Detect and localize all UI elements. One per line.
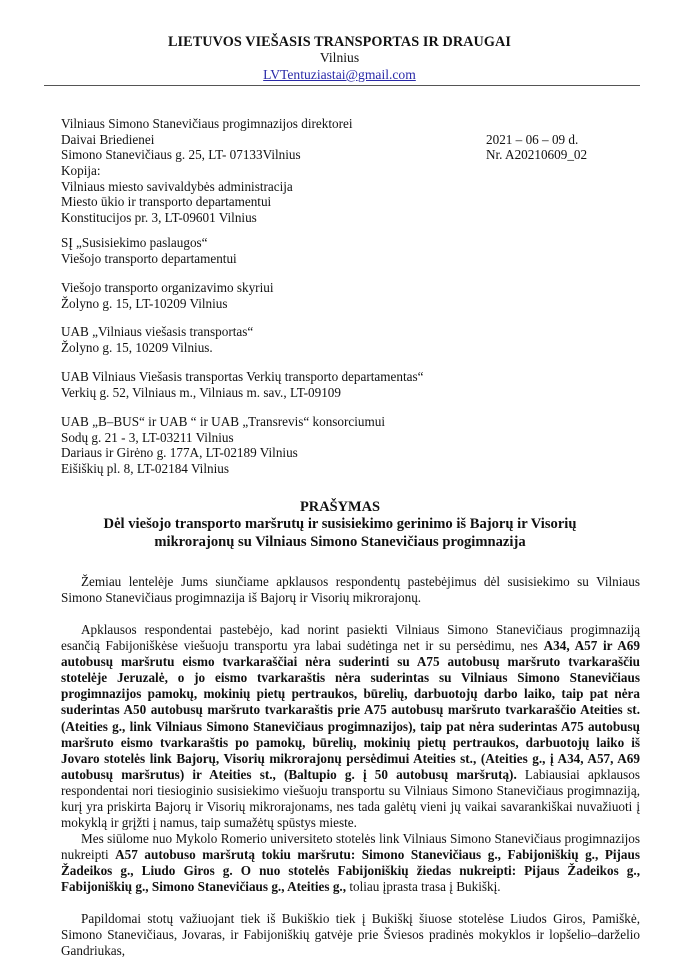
paragraph-text: Apklausos respondentai pastebėjo, kad norint pasiekti Vilniaus Simono Stanevičiaus progimnaziją esančią Fabijoniškėse viešuoju transportu yra labai sudėtinga net ir su persėdimu, nes — [61, 622, 640, 654]
copy-block — [61, 280, 274, 311]
copy-line: Konstitucijos pr. 3, LT-09601 Vilnius — [61, 209, 257, 225]
paragraph-text: toliau įprasta trasa į Bukiškį. — [346, 879, 501, 895]
copy-block — [61, 369, 423, 400]
request-subtitle-line: Dėl viešojo transporto maršrutų ir susisiekimo gerinimo iš Bajorų ir Visorių — [103, 516, 577, 532]
copy-block — [61, 414, 385, 476]
paragraph-bold-text: A34, A57 ir A69 autobusų maršrutu eismo tvarkaraščiai nėra suderinti su A75 autobusų maršruto tvarkaraščiu stotelėje Jeruzalė, o jo eismo tvarkaraštis nėra suderintas su Vilniaus Simono Stanevičiaus progimnazijos pamokų, mokinių pietų pertraukos, būrelių, darbuotojų darbo laiko, taip pat nėra suderintas A50 autobusų maršruto tvarkaraštis prie A75 autobusų maršruto tvarkaraščio Ateities st. (Ateities g., link Vilniaus Simono Stanevičiaus progimnazijos), taip pat nėra suderintas A75 autobusų maršruto eismo tvarkaraštis po pamokų, būrelių, mokinių pietų pertraukos, darbuotojų laiko iš Jovaro stotelės link Bajorų, Visorių mikrorajonų persėdimui Ateities st., (Ateities g., į A34, A57, A69 autobusų maršrutus) ir Ateities st., (Baltupio g. į 50 autobusų maršrutą). — [61, 638, 640, 782]
copy-line: UAB „B–BUS“ ir UAB “ ir UAB „Transrevis“ konsorciumui — [61, 414, 386, 429]
paragraph-intro: Žemiau lentelėje Jums siunčiame apklausos respondentų pastebėjimus dėl susisiekimo su Vilniaus Simono Stanevičiaus progimnazija iš Bajorų ir Visorių mikrorajonų. — [61, 574, 640, 606]
copy-line: Kopija: — [61, 163, 101, 178]
organization-city: Vilnius — [319, 50, 360, 65]
copy-block — [61, 163, 293, 225]
copy-line: Dariaus ir Girėno g. 177A, LT-02189 Vilnius — [61, 445, 298, 461]
request-heading — [40, 499, 640, 551]
copy-line: Vilniaus miesto savivaldybės administracija — [61, 178, 293, 194]
request-subtitle-line: mikrorajonų su Vilniaus Simono Stanevičiaus progimnazija — [154, 533, 526, 550]
copy-line: Verkių g. 52, Vilniaus m., Vilniaus m. sav., LT-09109 — [61, 384, 341, 400]
recipient-line: Daivai Briedienei — [61, 131, 155, 147]
paragraph-proposal — [61, 831, 640, 895]
copy-line: Žolyno g. 15, LT-10209 Vilnius — [61, 295, 228, 311]
copy-block — [61, 324, 253, 355]
paragraph-additional: Papildomai stotų važiuojant tiek iš Bukiškio tiek į Bukiškį šiuose stotelėse Liudos Giros, Pamiškė, Simono Stanevičiaus, Jovaras, ir Fabijoniškių gatvėje prie Šviesos pradinės mokyklos ir lopšelio–darželio Gandriukas, — [61, 911, 640, 959]
letter-meta — [486, 116, 587, 163]
copy-line: UAB „Vilniaus viešasis transportas“ — [61, 324, 254, 339]
letter-number: Nr. A20210609_02 — [486, 147, 588, 163]
paragraph-observations — [61, 622, 640, 831]
recipient-line: Vilniaus Simono Stanevičiaus progimnazijos direktorei — [61, 116, 353, 131]
copy-line: SĮ „Susisiekimo paslaugos“ — [61, 235, 208, 250]
request-title: PRAŠYMAS — [300, 499, 380, 515]
paragraph-text: Labiausiai apklausos respondentai nori tiesioginio susisiekimo viešuoju transportu su Vilniaus Simono Stanevičiaus progimnaziją, kurį yra priskirta Bajorų ir Visorių mikrorajonams, nes tada galėtų vieni jų vaikai savarankiškai nuvažiuoti į mokyklą ir grįžti į namus, taip sumažėtų spūstys mieste. — [61, 766, 641, 831]
copy-line: UAB Vilniaus Viešasis transportas Verkių transporto departamentas“ — [61, 369, 424, 384]
letterhead-divider — [44, 85, 640, 86]
letter-date: 2021 – 06 – 09 d. — [486, 131, 579, 147]
organization-name: LIETUVOS VIEŠASIS TRANSPORTAS IR DRAUGAI — [167, 34, 512, 50]
copy-line: Sodų g. 21 - 3, LT-03211 Vilnius — [61, 429, 234, 445]
paragraph-bold-text: A57 autobuso maršrutą tokiu maršrutu: Simono Stanevičiaus g., Fabijoniškių g., Pijaus Žadeikos g., Liudo Giros g. O nuo stotelės Fabijoniškių žiedas nukreipti: Pijaus Žadeikos g., Fabijoniškių g., Simono Stanevičiaus g., Ateities g., — [61, 847, 640, 895]
recipient-line: Simono Stanevičiaus g. 25, LT- 07133Vilnius — [61, 147, 301, 163]
copy-line: Viešojo transporto organizavimo skyriui — [61, 280, 274, 295]
paragraph-text: Mes siūlome nuo Mykolo Romerio universiteto stotelės link Vilniaus Simono Stanevičiaus progimnazijos nukreipti — [61, 831, 640, 863]
organization-email-link[interactable]: LVTentuziastai@gmail.com — [263, 67, 416, 82]
letterhead — [0, 34, 679, 84]
copy-line: Eišiškių pl. 8, LT-02184 Vilnius — [61, 460, 229, 476]
copy-block — [61, 235, 237, 266]
copy-line: Viešojo transporto departamentui — [61, 250, 237, 266]
copy-line: Miesto ūkio ir transporto departamentui — [61, 194, 272, 210]
copy-line: Žolyno g. 15, 10209 Vilnius. — [61, 339, 213, 355]
recipient-block — [61, 116, 352, 163]
